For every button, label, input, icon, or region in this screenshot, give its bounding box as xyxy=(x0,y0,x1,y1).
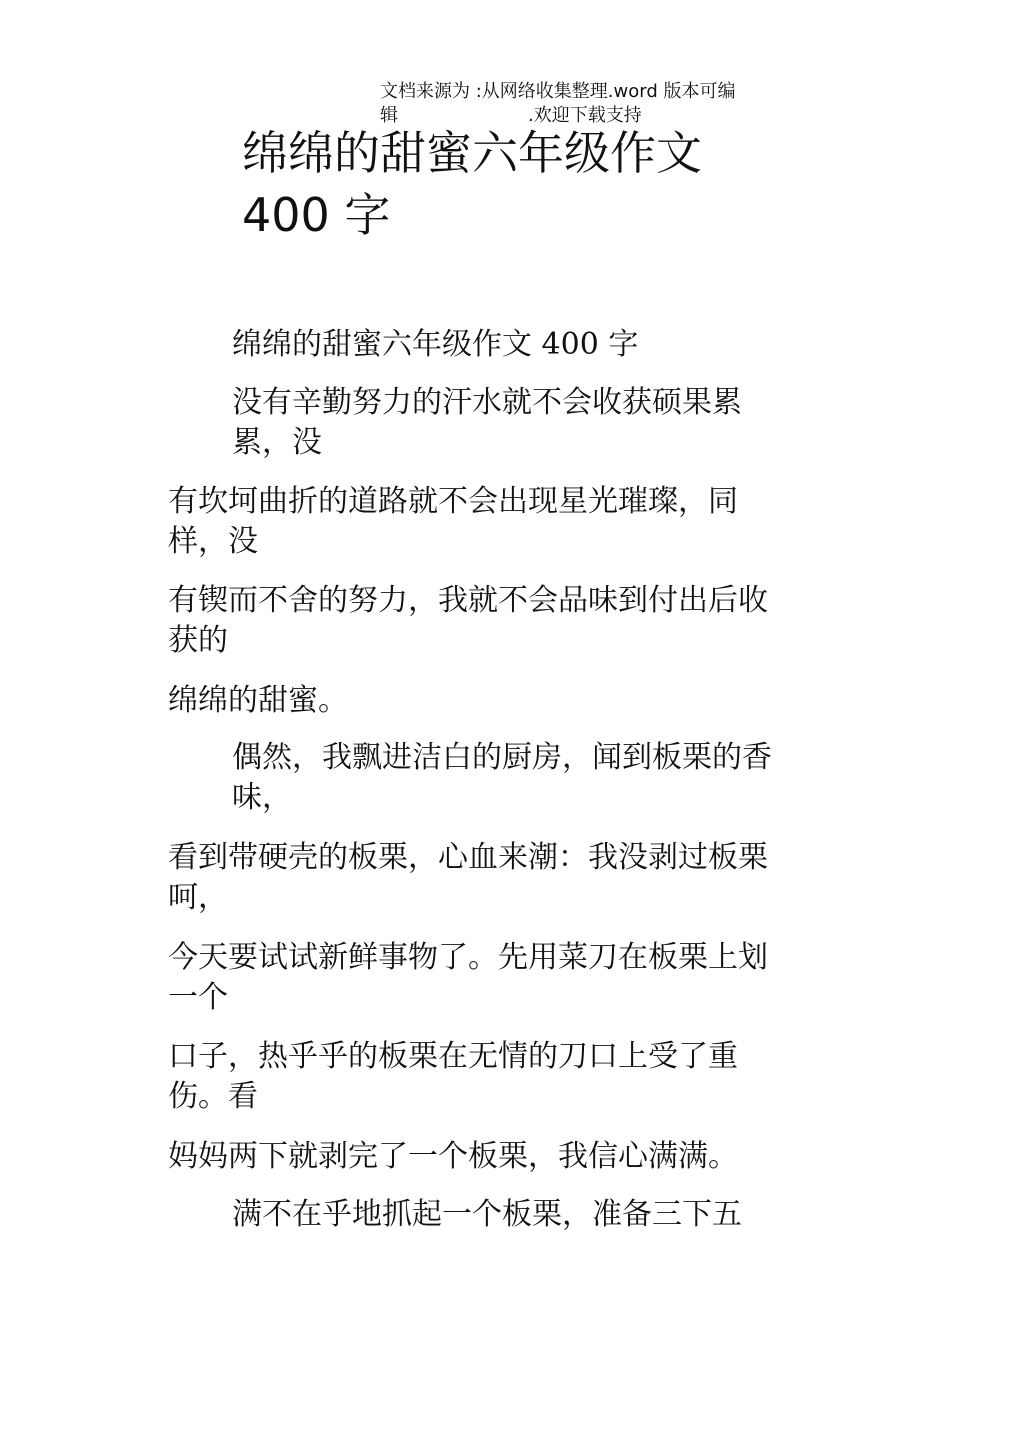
paragraph-5: 绵绵的甜蜜。 xyxy=(168,683,348,718)
paragraph-3: 有坎坷曲折的道路就不会出现星光璀璨，同样，没 xyxy=(168,484,738,559)
paragraph-8: 今天要试试新鲜事物了。先用菜刀在板栗上划一个 xyxy=(168,940,768,1015)
source-note-line-2-end: .欢迎下载支持 xyxy=(528,105,642,126)
paragraph-6: 偶然，我飘进洁白的厨房，闻到板栗的香味， xyxy=(232,740,772,815)
paragraph-9: 口子，热乎乎的板栗在无情的刀口上受了重伤。看 xyxy=(168,1039,738,1114)
paragraph-4: 有锲而不舍的努力，我就不会品味到付出后收获的 xyxy=(168,583,768,658)
title-line-1: 绵绵的甜蜜六年级作文 xyxy=(242,126,702,180)
document-title xyxy=(242,122,762,246)
source-note-line-2-start: 辑 xyxy=(380,105,398,126)
paragraph-2: 没有辛勤努力的汗水就不会收获硕果累累，没 xyxy=(232,385,742,460)
title-line-2: 400 字 xyxy=(242,188,391,242)
paragraph-11: 满不在乎地抓起一个板栗，准备三下五 xyxy=(232,1197,742,1232)
source-note xyxy=(380,80,760,128)
source-note-line-1: 文档来源为 :从网络收集整理.word 版本可编 xyxy=(380,81,736,102)
paragraph-1: 绵绵的甜蜜六年级作文 400 字 xyxy=(232,327,639,362)
paragraph-10: 妈妈两下就剥完了一个板栗，我信心满满。 xyxy=(168,1139,738,1174)
paragraph-7: 看到带硬壳的板栗，心血来潮：我没剥过板栗呵， xyxy=(168,840,768,915)
